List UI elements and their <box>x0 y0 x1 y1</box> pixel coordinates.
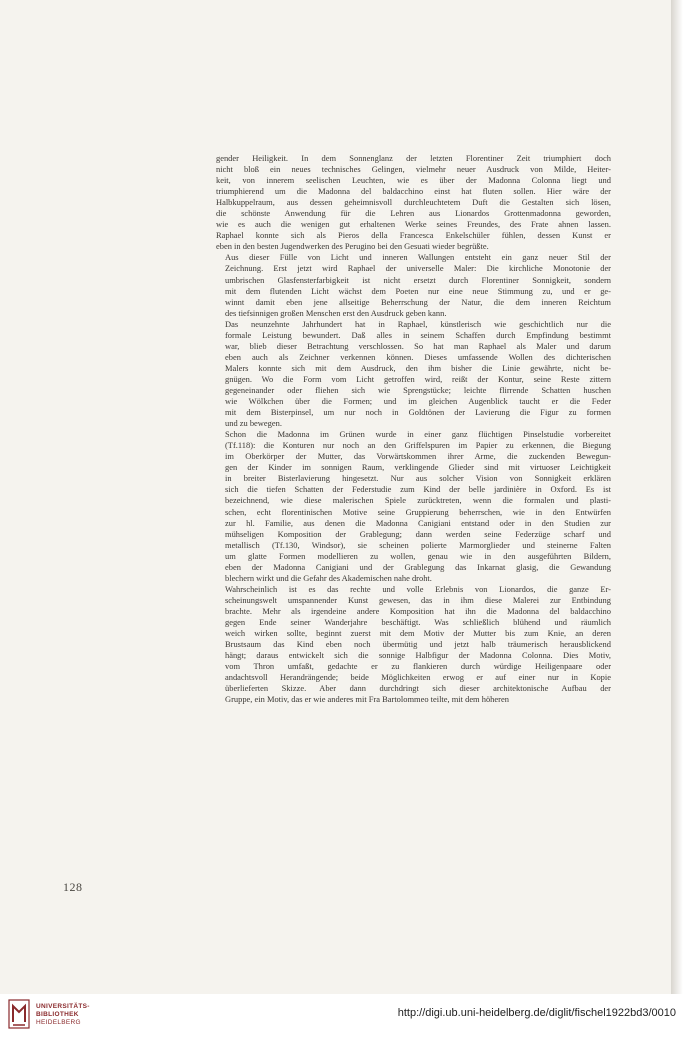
text-line: eben der Madonna Canigiani und der Grablegung das Inkarnat glasig, die Gewandung <box>225 561 611 572</box>
text-line: gnügen. Wo die Form vom Licht getroffen wird, reißt der Kontur, seine Reste zittern <box>225 373 611 384</box>
text-line: (Tf.118): die Konturen nur noch an den Griffelspuren im Papier zu erkennen, die Biegung <box>225 440 611 451</box>
text-line: überlieferten Skizze. Aber dann durchdringt sich dieser architektonische Aufbau der <box>225 683 611 694</box>
text-line: gegeneinander oder fliehen sich wie Sprengstücke; leichte flirrende Schatten huschen <box>225 384 611 395</box>
text-line: nicht bloß ein neues technisches Gelingen, vielmehr neuer Ausdruck von Milde, Heiter- <box>216 164 611 175</box>
library-logo-icon <box>8 998 30 1030</box>
text-line: hängt; daraus entwickelt sich die sonnige Halbfigur der Madonna Colonna. Dies Motiv, <box>225 650 611 661</box>
text-line: gender Heiligkeit. In dem Sonnenglanz der letzten Florentiner Zeit triumphiert doch <box>216 153 611 163</box>
library-name <box>36 1003 90 1027</box>
text-line: Aus dieser Fülle von Licht und inneren Wallungen entsteht ein ganz neuer Stil der <box>225 252 611 263</box>
text-line: mit dem flutenden Licht wächst dem Poeten nur eine neue Stimmung zu, und er ge- <box>225 285 611 296</box>
text-line: mit dem Bisterpinsel, um nur noch in Goldtönen der Lavierung die Figur zu formen <box>225 407 611 418</box>
text-line: weich wirken sollte, beginnt zuerst mit dem Motiv der Mutter bis zum Knie, an deren <box>225 628 611 639</box>
text-line: vom Thron umfaßt, gedachte er zu flankieren durch würdige Heiligenpaare oder <box>225 661 611 672</box>
text-line: Raphael konnte sich als Pieros della Francesca Enkelschüler fühlen, dessen Kunst er <box>216 230 611 241</box>
text-line: bezeichnend, wie diese malerischen Spiele zurücktreten, wenn die formalen und plasti- <box>225 495 611 506</box>
text-line: eben auch als Zeichner verkennen können. Dieses umfassende Wollen des dichterischen <box>225 351 611 362</box>
text-line: triumphierend um die Madonna del baldacchino einst hat fluten sollen. Hier wäre der <box>216 186 611 197</box>
text-line: Brustsaum das Kind eben noch übermütig und jetzt halb träumerisch herausblickend <box>225 639 611 650</box>
text-line: blechern wirkt und die Gefahr des Akademischen nahe droht. <box>225 572 432 583</box>
paragraph <box>216 584 611 706</box>
text-line: Das neunzehnte Jahrhundert hat in Raphael, künstlerisch wie geschichtlich nur die <box>225 318 611 329</box>
text-line: war, blieb dieser Betrachtung verschlossen. So hat man Raphael als Maler und darum <box>225 340 611 351</box>
text-line: in breiter Bisterlavierung hingesetzt. Nur aus solcher Vision von Sonnigkeit erklären <box>225 473 611 484</box>
text-line: umbrischen Glasfensterfarbigkeit ist nicht ersetzt durch Florentiner Sonnigkeit, sondern <box>225 274 611 285</box>
text-line: brachte. Mehr als irgendeine andere Komposition hat ihn die Madonna del baldacchino <box>225 605 611 616</box>
text-line: scheinungswelt umspannender Kunst gewesen, das in ihm diese Malerei zur Entbindung <box>225 594 611 605</box>
text-line: schen, echt florentinischen Motive seine Gruppierung beherrschen, wie in den Entwürfen <box>225 506 611 517</box>
text-line: gegen Ende seiner Wanderjahre beschäftigt. Was schließlich blühend und räumlich <box>225 616 611 627</box>
text-line: um glatte Formen modellieren zu wollen, genau wie in den ausgeführten Bildern, <box>225 550 611 561</box>
text-line: keit, von innerem seelischen Leuchten, wie es über der Madonna Colonna liegt und <box>216 175 611 186</box>
footer-bar <box>0 994 683 1042</box>
text-line: Wahrscheinlich ist es das rechte und volle Erlebnis von Lionardos, die ganze Er- <box>225 583 611 594</box>
page-number: 128 <box>63 880 83 894</box>
text-line: formale Leistung bewundert. Daß alles in seinem Schaffen durch Empfindung bestimmt <box>225 329 611 340</box>
paragraph <box>216 153 611 252</box>
text-line: Gruppe, ein Motiv, das er wie anderes mit Fra Bartolommeo teilte, mit dem höheren <box>225 694 509 705</box>
text-line: des tiefsinnigen großen Menschen erst den Ausdruck geben kann. <box>225 307 447 318</box>
library-name-line2: BIBLIOTHEK <box>36 1011 79 1018</box>
text-line: gen der Kinder im sonnigen Raum, verklingende Glieder sind mit virtuoser Leichtigkeit <box>225 462 611 473</box>
text-line: im Oberkörper der Mutter, das Vorwärtskommen ihrer Arme, die zuckenden Bewegun- <box>225 451 611 462</box>
text-line: Halbkuppelraum, aus dessen geheimnisvoll durchleuchtetem Duft die Gestalten sich lösen, <box>216 197 611 208</box>
text-line: winnt damit eben jene allseitige Beherrschung der Natur, die dem inneren Reichtum <box>225 296 611 307</box>
source-url-link[interactable]: http://digi.ub.uni-heidelberg.de/diglit/fischel1922bd3/0010 <box>397 1007 676 1019</box>
text-line: wie es auch die wenigen gut erhaltenen Werke seines Freundes, des Frate ahnen lassen. <box>216 219 611 230</box>
text-line: Schon die Madonna im Grünen wurde in einer ganz flüchtigen Pinselstudie vorbereitet <box>225 429 611 440</box>
text-line: Malers konnte sich mit dem Ausdruck, den ihm bisher die Linie gewährte, nicht be- <box>225 362 611 373</box>
body-text <box>216 153 611 705</box>
text-line: mühseligen Komposition der Grablegung; dann werden seine Federzüge scharf und <box>225 528 611 539</box>
text-line: eben in den besten Jugendwerken des Perugino bei den Gesuati wieder begrüßte. <box>216 241 489 252</box>
paragraph <box>216 319 611 429</box>
paragraph <box>216 429 611 584</box>
text-line: zur hl. Familie, aus denen die Madonna Canigiani entstand oder in den Studien zur <box>225 517 611 528</box>
text-line: metallisch (Tf.130, Windsor), sie scheinen polierte Marmorglieder und steinerne Falten <box>225 539 611 550</box>
text-line: sich die tiefen Schatten der Federstudie zum Kind der belle jardinière in Oxford. Es ist <box>225 484 611 495</box>
text-line: Zeichnung. Erst jetzt wird Raphael der universelle Maler: Die kirchliche Monotonie der <box>225 263 611 274</box>
text-line: die schönste Anwendung für die Lehren aus Lionardos Grottenmadonna geworden, <box>216 208 611 219</box>
page-edge <box>671 0 683 1042</box>
paragraph <box>216 252 611 318</box>
text-line: wie Wölkchen über die Formen; und im gleichen Augenblick taucht er die Feder <box>225 396 611 407</box>
library-name-line3: HEIDELBERG <box>36 1019 81 1026</box>
text-line: und zu bewegen. <box>225 418 282 429</box>
library-name-line1: UNIVERSITÄTS- <box>36 1003 90 1010</box>
text-line: andachtsvoll Herandrängende; beide Möglichkeiten erwog er auf einer nur in Kopie <box>225 672 611 683</box>
